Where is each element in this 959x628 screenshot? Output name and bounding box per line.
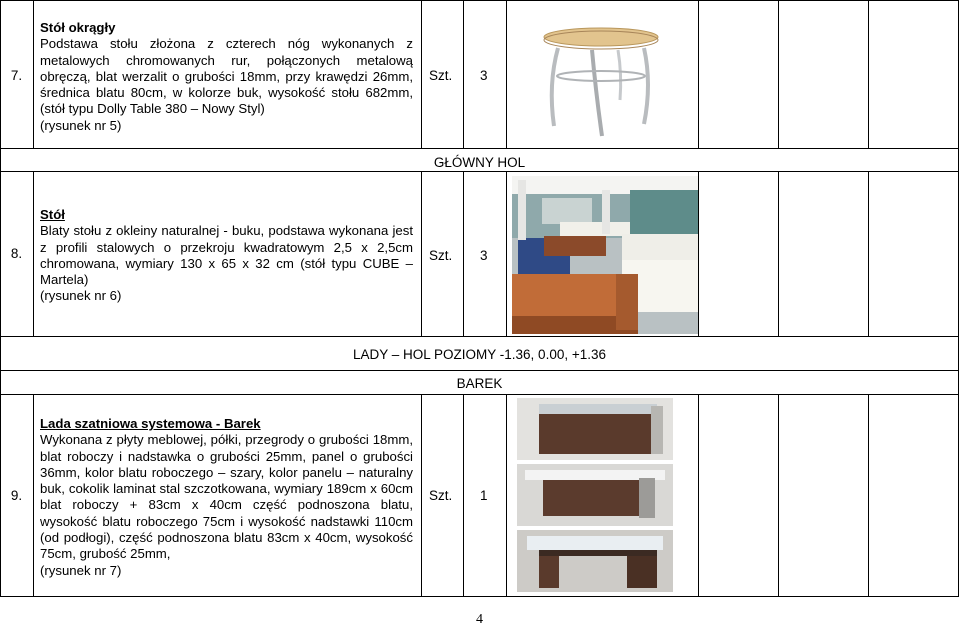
row-number: 7. (10, 68, 23, 83)
figure-reference: (rysunek nr 6) (40, 288, 122, 304)
unit-label: Szt. (429, 248, 453, 263)
bar-counter-images (517, 398, 673, 592)
unit-label: Szt. (429, 488, 453, 503)
row-number: 9. (10, 488, 23, 503)
item-title: Lada szatniowa systemowa - Barek (40, 416, 261, 431)
item-description-text: Wykonana z płyty meblowej, półki, przegrody o grubości 18mm, blat roboczy i nadstawka o grubości 25mm, panel o grubości 36mm, kolor blatu roboczego – szary, kolor panelu – naturalny buk, cokolik laminat stal szczotkowana, wymiary 189cm x 60cm blat roboczy + 83cm x 40cm część podnoszona blatu, wysokość blatu roboczego 75cm i wysokość nadstawki 110cm (od podłogi), część podnoszona blatu 83cm x 40cm, wysokość 75cm, grubość 25mm, (40, 432, 413, 562)
cube-table-lobby-image (512, 176, 698, 334)
figure-reference: (rysunek nr 5) (40, 117, 122, 133)
quantity-value: 1 (480, 488, 488, 503)
row-number: 8. (10, 246, 23, 261)
unit-label: Szt. (429, 68, 453, 83)
section-heading: LADY – HOL POZIOMY -1.36, 0.00, +1.36 (352, 347, 606, 362)
page-number: 4 (476, 612, 483, 627)
quantity-value: 3 (480, 248, 488, 263)
item-title: Stół (40, 207, 65, 222)
item-title: Stół okrągły (40, 20, 116, 35)
quantity-value: 3 (480, 68, 488, 83)
item-description (40, 207, 413, 305)
round-table-image (540, 24, 662, 142)
item-description-text: Blaty stołu z okleiny naturalnej - buku, podstawa wykonana jest z profili stalowych o przekroju kwadratowym 2,5 x 2,5cm chromowana, wymiary 130 x 65 x 32 cm (stół typu CUBE – Martela) (40, 223, 413, 288)
item-description-text: Podstawa stołu złożona z czterech nóg wykonanych z metalowych chromowanych rur, połączonych metalową obręczą, blat werzalit o grubości 18mm, przy krawędzi 26mm, średnica blatu 80cm, w kolorze buk, wysokość stołu 682mm, (stół typu Dolly Table 380 – Nowy Styl) (40, 36, 413, 117)
section-heading: GŁÓWNY HOL (433, 155, 526, 170)
item-description (40, 416, 413, 579)
figure-reference: (rysunek nr 7) (40, 562, 122, 578)
item-description (40, 20, 413, 134)
section-heading: BAREK (456, 376, 503, 391)
